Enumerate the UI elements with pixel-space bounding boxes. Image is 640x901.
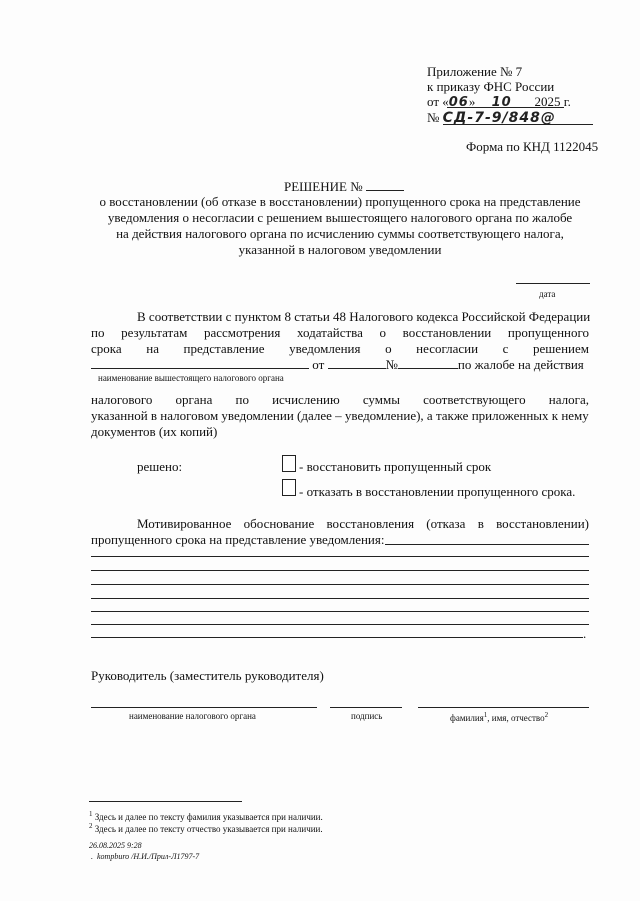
footnote-2: $^2$ Здесь и далее по тексту отчество указывается при наличии.: [89, 822, 323, 834]
full-name-field[interactable]: [418, 707, 589, 708]
body-line-4: от № по жалобе на действия: [91, 356, 584, 373]
signatory-title: Руководитель (заместитель руководителя): [91, 668, 324, 683]
reasoning-field-5[interactable]: [91, 598, 589, 599]
title-line-3: на действия налогового органа по исчислению суммы соответствующего налога,: [116, 226, 564, 241]
form-code: Форма по КНД 1122045: [466, 139, 599, 154]
restore-option-label: - восстановить пропущенный срок: [299, 459, 492, 474]
number-value: СД-7-9/848@: [442, 110, 556, 126]
reasoning-field-2[interactable]: [91, 556, 589, 557]
higher-authority-caption: наименование вышестоящего налогового органа: [98, 373, 284, 383]
signature-caption: подпись: [351, 711, 383, 721]
reasoning-field-3[interactable]: [91, 570, 589, 571]
date-year: 2025 г.: [534, 94, 571, 109]
refuse-checkbox[interactable]: [282, 479, 296, 496]
appendix-label: Приложение № 7: [427, 64, 523, 79]
date-month: 10: [491, 95, 512, 110]
print-path: . kompburo /Н.И./Прил-Л1797-7: [91, 852, 200, 861]
number-prefix: №: [427, 110, 440, 125]
body-line-1: В соответствии с пунктом 8 статьи 48 Налогового кодекса Российской Федерации: [137, 309, 591, 324]
body-line-6: указанной в налоговом уведомлении (далее – уведомление), а также приложенных к нему: [91, 408, 589, 423]
document-page: Приложение № 7 к приказу ФНС России от «06» 10 2025 г. № СД-7-9/848@ Форма по КНД 1122045 РЕШЕНИЕ № о восстановлении (об отказе в восстановлении) пропущенного срока на представление уведомления о несогласии с решением вышестоящего налогового органа по жалобе на действия налогового органа по исчислению суммы соответствующего налога, указанной в налоговом уведомлении дата В соответствии с пунктом 8 статьи 48 Налогового кодекса Российской Федерации по результатам рассмотрения ходатайства о восстановлении пропущенного срока на представление уведомления о несогласии с решением от № по жалобе на действия наименование вышестоящего налогового органа налогового органа по исчислению суммы соответствующего налога, указанной в налоговом уведомлении (далее – уведомление), а также приложенных к нему документов (их копий) решено: - восстановить пропущенный срок - отказать в восстановлении пропущенного срока. Мотивированное обоснование восстановления (отказа в восстановлении) пропущенного срока на представление уведомления: . Руководитель (заместитель руководителя) наименование налогового органа подпись фамилия$^1$, имя, отчество$^2$ $^1$ Здесь и далее по тексту фамилия указывается при наличии. $^2$ Здесь и далее по тексту отчество указывается при наличии. 26.08.2025 9:28 . kompburo /Н.И./Прил-Л1797-7: [0, 0, 640, 901]
refuse-option-label: - отказать в восстановлении пропущенного срока.: [299, 484, 576, 499]
reasoning-line-2: пропущенного срока на представление уведомления:: [91, 532, 385, 547]
order-date: от «06» 10 2025 г.: [427, 94, 571, 110]
date-day: 06: [448, 95, 469, 110]
footnote-separator: [89, 801, 242, 802]
date-prefix: от «: [427, 94, 449, 109]
date-caption: дата: [539, 289, 556, 299]
date-field[interactable]: [516, 283, 590, 284]
higher-authority-field[interactable]: [91, 356, 309, 369]
reasoning-field-4[interactable]: [91, 584, 589, 585]
body-line-3: срока на представление уведомления о несогласии с решением: [91, 341, 589, 356]
title-line-4: указанной в налоговом уведомлении: [238, 242, 442, 257]
full-name-caption: фамилия$^1$, имя, отчество$^2$: [450, 711, 549, 723]
signature-field[interactable]: [330, 707, 402, 708]
complaint-date-field[interactable]: [328, 356, 386, 369]
complaint-number-field[interactable]: [398, 356, 458, 369]
body-line-7: документов (их копий): [91, 424, 218, 439]
reasoning-field-1[interactable]: [385, 544, 589, 545]
reasoning-line-1: Мотивированное обоснование восстановления (отказа в восстановлении): [137, 516, 589, 531]
order-label: к приказу ФНС России: [427, 79, 555, 94]
reasoning-field-8[interactable]: [91, 637, 583, 638]
decision-label: решено:: [137, 459, 183, 474]
body-line-2: по результатам рассмотрения ходатайства о восстановлении пропущенного: [91, 325, 589, 340]
footnote-1: $^1$ Здесь и далее по тексту фамилия указывается при наличии.: [89, 810, 323, 822]
decision-heading: РЕШЕНИЕ №: [284, 178, 404, 195]
reasoning-field-7[interactable]: [91, 624, 589, 625]
body-line-5: налогового органа по исчислению суммы соответствующего налога,: [91, 392, 589, 407]
org-name-field[interactable]: [91, 707, 317, 708]
title-line-1: о восстановлении (об отказе в восстановлении) пропущенного срока на представление: [99, 194, 581, 209]
print-timestamp: 26.08.2025 9:28: [89, 841, 142, 850]
reasoning-field-6[interactable]: [91, 611, 589, 612]
org-name-caption: наименование налогового органа: [129, 711, 256, 721]
title-line-2: уведомления о несогласии с решением вышестоящего налогового органа по жалобе: [107, 210, 573, 225]
restore-checkbox[interactable]: [282, 455, 296, 472]
